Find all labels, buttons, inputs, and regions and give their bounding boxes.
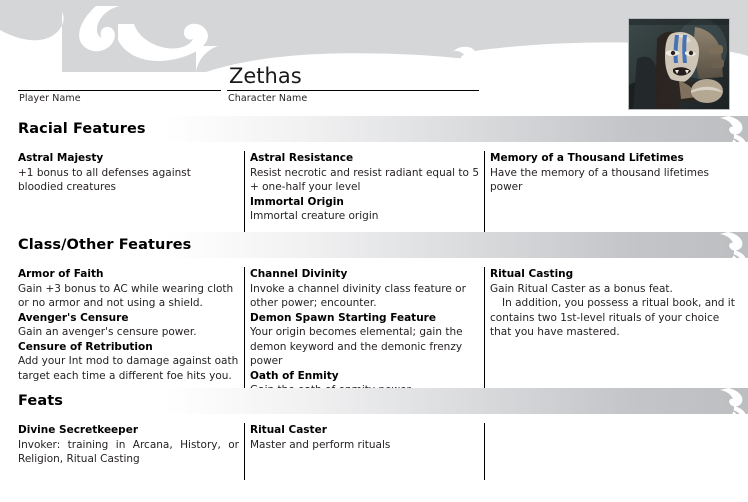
section-bar-class <box>0 232 748 258</box>
feature-name: Avenger's Censure <box>18 311 129 324</box>
feature-name: Ritual Casting <box>490 268 574 280</box>
section-class-other-features <box>0 232 748 388</box>
player-name-label: Player Name <box>19 93 81 104</box>
character-name-value: Zethas <box>229 64 302 88</box>
feature-name: Channel Divinity <box>250 268 348 280</box>
feature-desc: Gain an avenger's censure power. <box>18 326 197 338</box>
feature-desc-continued: In addition, you possess a ritual book, and it contains two 1st-level rituals of your choice that you have mastered. <box>490 297 735 338</box>
feature-desc: Invoke a channel divinity class feature or other power; encounter. <box>250 282 466 309</box>
feats-column-1 <box>0 423 244 480</box>
feature-name: Oath of Enmity <box>250 369 339 382</box>
feature-name: Immortal Origin <box>250 195 344 208</box>
racial-column-2 <box>244 151 484 232</box>
feat-desc: Invoker: training in Arcana, History, or Religion, Ritual Casting <box>18 438 239 465</box>
feature-desc: Add your Int mod to damage against oath target each time a different foe hits you. <box>18 355 239 382</box>
racial-column-1 <box>0 151 244 232</box>
columns-feats <box>0 414 748 480</box>
feature-name: Astral Resistance <box>250 152 354 164</box>
section-feats <box>0 388 748 480</box>
feature-desc: Gain +3 bonus to AC while wearing cloth or no armor and not using a shield. <box>18 282 234 309</box>
feature-name: Armor of Faith <box>18 268 104 280</box>
section-title-class: Class/Other Features <box>18 237 192 253</box>
class-column-2 <box>244 267 484 388</box>
feature-name: Astral Majesty <box>18 152 104 164</box>
flourish-icon <box>708 388 748 414</box>
flourish-icon <box>708 116 748 142</box>
columns-class <box>0 258 748 388</box>
racial-column-3 <box>484 151 748 232</box>
section-bar-feats <box>0 388 748 414</box>
feat-desc: Master and perform rituals <box>250 438 391 451</box>
class-column-1 <box>0 267 244 388</box>
feature-desc: +1 bonus to all defenses against bloodied creatures <box>18 166 191 193</box>
columns-racial <box>0 142 748 232</box>
feature-desc: Your origin becomes elemental; gain the demon keyword and the demonic frenzy power <box>250 326 463 367</box>
name-fields <box>0 62 748 116</box>
section-racial-features <box>0 116 748 232</box>
feat-name: Ritual Caster <box>250 424 327 436</box>
feature-name: Memory of a Thousand Lifetimes <box>490 152 684 164</box>
player-name-field[interactable] <box>18 62 221 104</box>
section-title-feats: Feats <box>18 393 63 409</box>
feature-name: Demon Spawn Starting Feature <box>250 311 436 324</box>
player-name-value <box>18 62 221 90</box>
flourish-icon <box>708 232 748 258</box>
section-title-racial: Racial Features <box>18 121 146 137</box>
feature-desc: Immortal creature origin <box>250 210 379 222</box>
character-name-field[interactable] <box>227 62 479 104</box>
feat-name: Divine Secretkeeper <box>18 424 138 436</box>
feature-desc: Have the memory of a thousand lifetimes power <box>490 166 709 193</box>
section-bar-racial <box>0 116 748 142</box>
feats-column-3 <box>484 423 748 480</box>
feature-desc: Gain Ritual Caster as a bonus feat. <box>490 282 673 295</box>
feature-desc: Resist necrotic and resist radiant equal to 5 + one-half your level <box>250 166 479 193</box>
feature-name: Censure of Retribution <box>18 340 153 353</box>
character-name-label: Character Name <box>228 93 308 104</box>
class-column-3 <box>484 267 748 388</box>
sheet-header <box>0 0 748 116</box>
feats-column-2 <box>244 423 484 480</box>
